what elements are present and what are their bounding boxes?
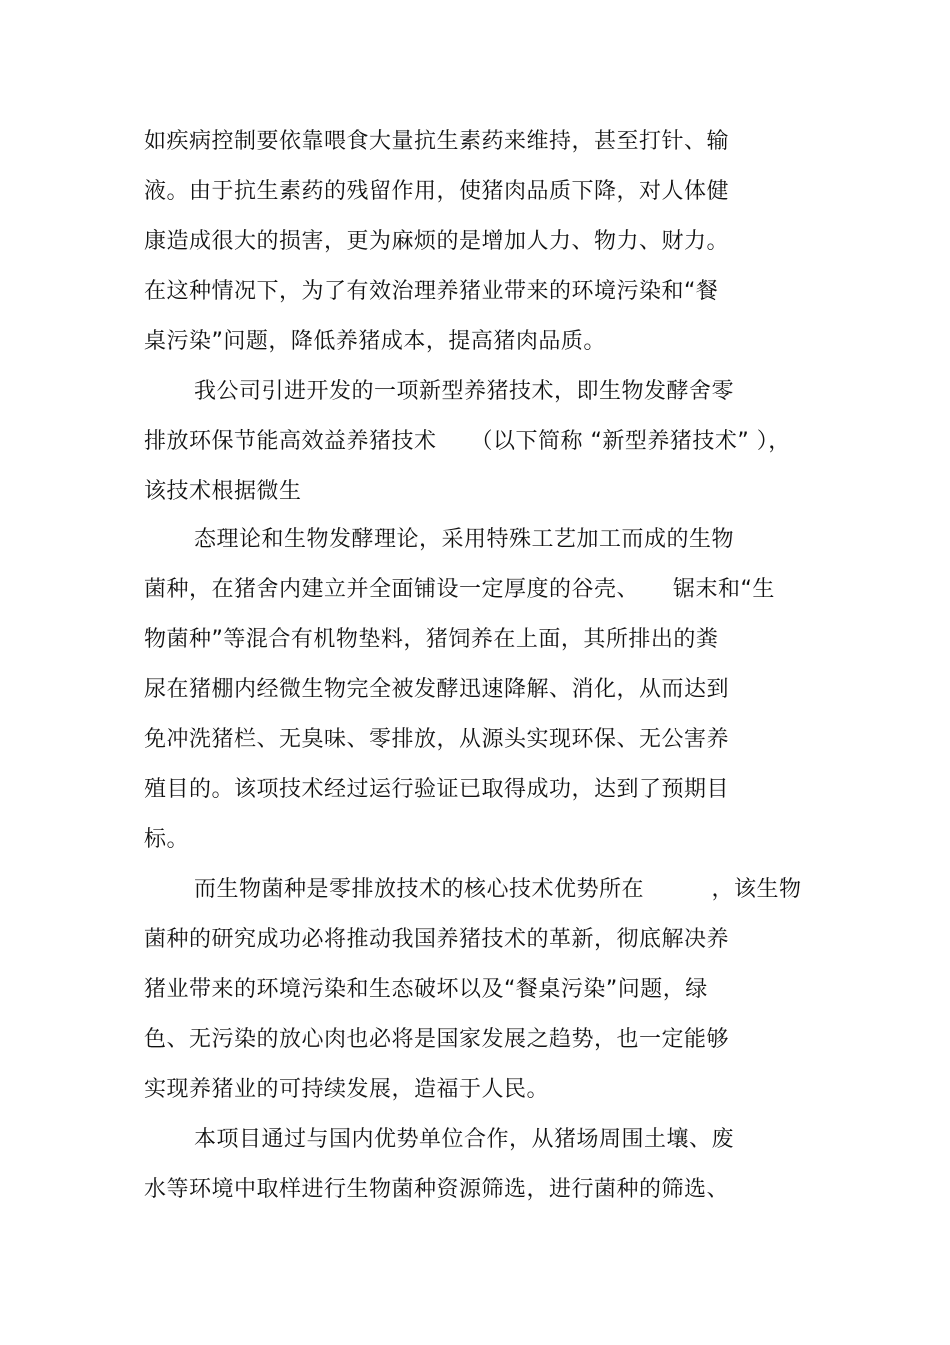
paragraph-first-line: 而生物菌种是零排放技术的核心技术优势所在 ，该生物	[194, 877, 802, 902]
text-line: 液。由于抗生素药的残留作用，使猪肉品质下降，对人体健	[144, 179, 730, 204]
text-line: 猪业带来的环境污染和生态破坏以及“餐桌污染”问题，绿	[144, 977, 708, 1002]
text-line: 排放环保节能高效益养猪技术 （以下简称 “新型养猪技术” ），	[144, 429, 791, 454]
text-line: 菌种的研究成功必将推动我国养猪技术的革新，彻底解决养	[144, 927, 730, 952]
text-line: 桌污染”问题，降低养猪成本，提高猪肉品质。	[144, 329, 606, 354]
text-line: 如疾病控制要依靠喂食大量抗生素药来维持，甚至打针、输	[144, 129, 730, 154]
text-line: 尿在猪棚内经微生物完全被发酵迅速降解、消化，从而达到	[144, 677, 730, 702]
text-line: 殖目的。该项技术经过运行验证已取得成功，达到了预期目	[144, 777, 730, 802]
paragraph-first-line: 本项目通过与国内优势单位合作，从猪场周围土壤、废	[194, 1127, 735, 1152]
paragraph-first-line: 态理论和生物发酵理论，采用特殊工艺加工而成的生物	[194, 527, 735, 552]
text-line: 标。	[144, 827, 190, 852]
text-line: 康造成很大的损害，更为麻烦的是增加人力、物力、财力。	[144, 229, 730, 254]
text-line: 水等环境中取样进行生物菌种资源筛选，进行菌种的筛选、	[144, 1177, 730, 1202]
paragraph-first-line: 我公司引进开发的一项新型养猪技术，即生物发酵舍零	[194, 379, 735, 404]
text-line: 免冲洗猪栏、无臭味、零排放，从源头实现环保、无公害养	[144, 727, 730, 752]
text-line: 实现养猪业的可持续发展，造福于人民。	[144, 1077, 550, 1102]
text-line: 菌种，在猪舍内建立并全面铺设一定厚度的谷壳、 锯末和“生	[144, 577, 775, 602]
text-line: 物菌种”等混合有机物垫料，猪饲养在上面，其所排出的粪	[144, 627, 719, 652]
text-line: 色、无污染的放心肉也必将是国家发展之趋势，也一定能够	[144, 1027, 730, 1052]
text-line: 在这种情况下，为了有效治理养猪业带来的环境污染和“餐	[144, 279, 719, 304]
text-line: 该技术根据微生	[144, 479, 302, 504]
